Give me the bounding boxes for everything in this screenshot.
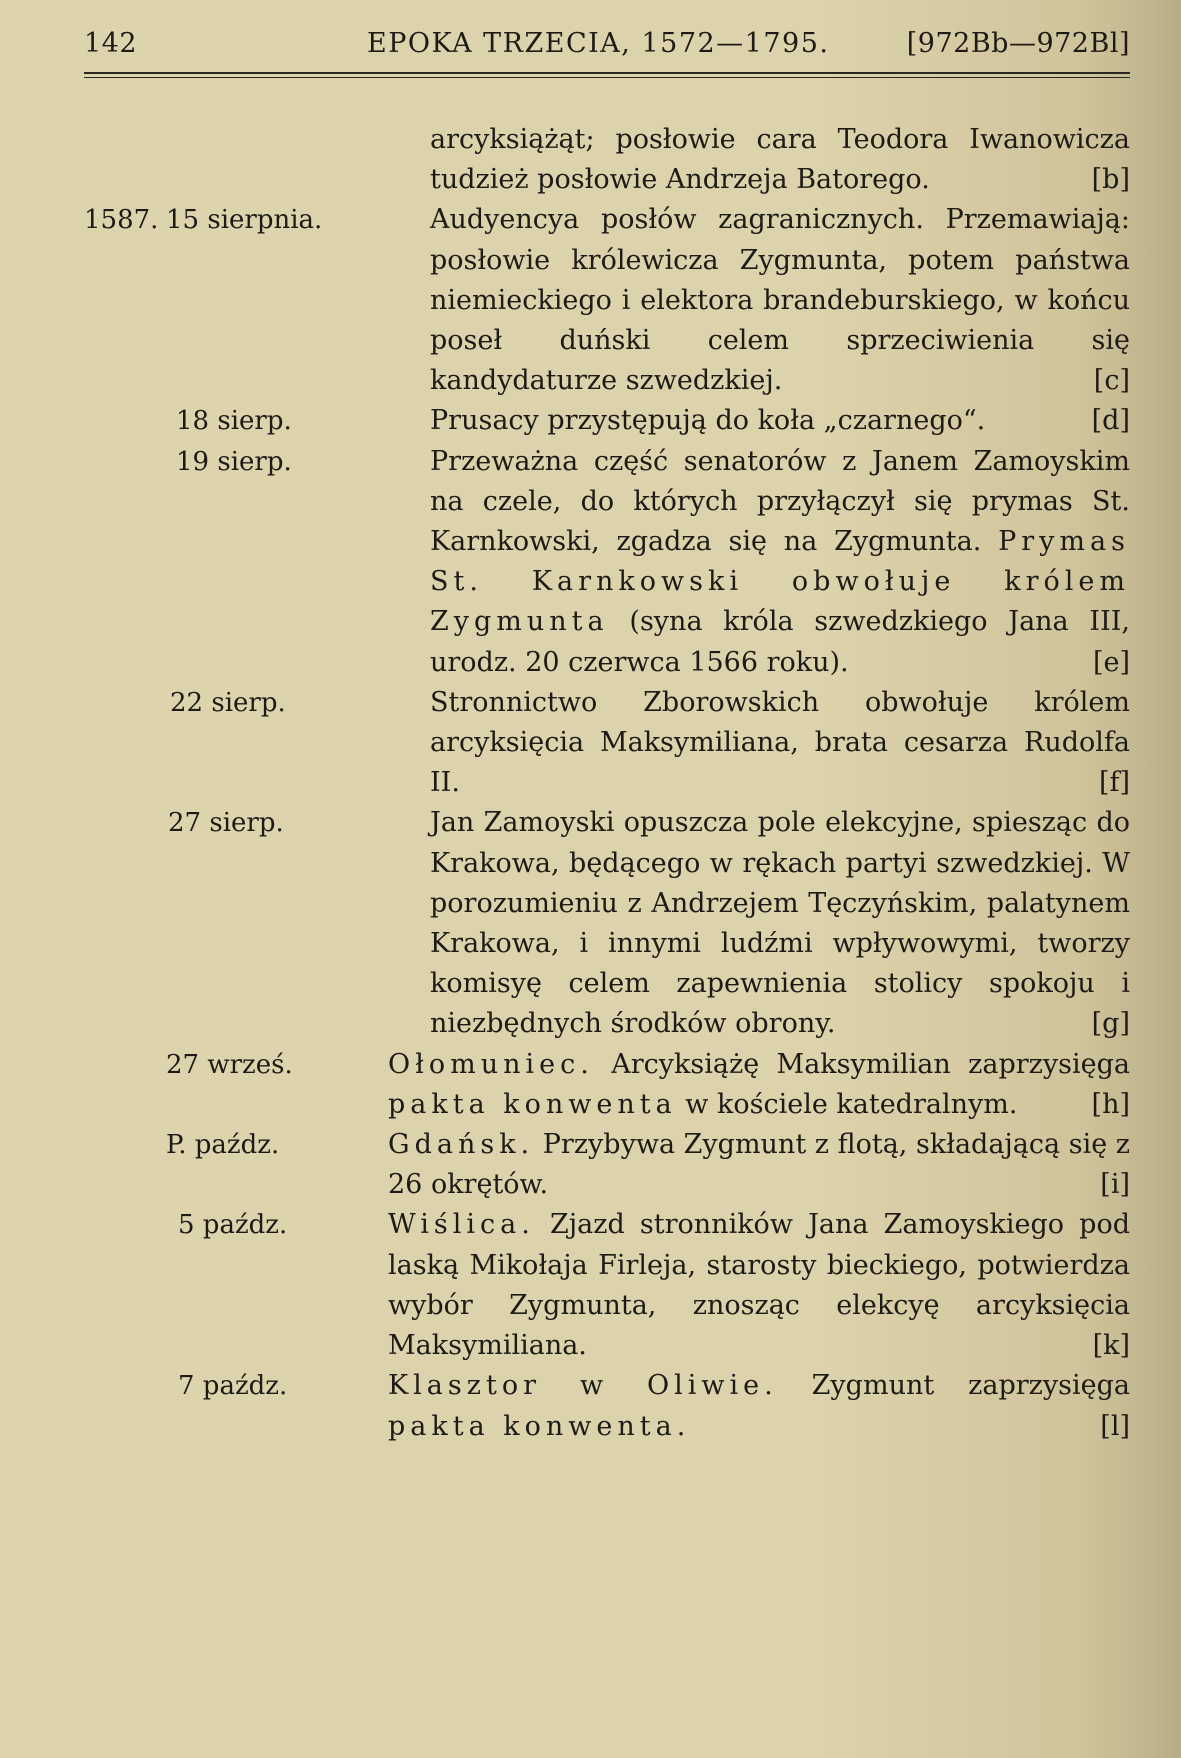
footnote-ref: [h] <box>1091 1088 1130 1120</box>
entry-5-pazdz <box>0 1205 1181 1366</box>
entry-27-sierp <box>0 803 1181 1044</box>
entry-date: 27 sierp. <box>168 808 284 839</box>
entry-text: Jan Zamoyski opuszcza pole elekcyjne, spiesząc do Krakowa, będącego w rękach partyi szwedzkiej. W porozumieniu z Andrzejem Tęczyńskim, palatynem Krakowa, i innymi ludźmi wpływowymi, tworzy komisyę celem zapewnienia stolicy spokoju i niezbędnych środków obrony. [g] <box>430 803 1130 1044</box>
entry-date: 7 paźdz. <box>178 1371 288 1402</box>
entry-text: Ołomuniec. Arcyksiążę Maksymilian zaprzysięga pakta konwenta w kościele katedralnym. [h] <box>388 1045 1130 1125</box>
entry-22-sierp <box>0 683 1181 804</box>
place-name: Wiślica. <box>388 1209 535 1241</box>
page-header <box>84 24 1130 64</box>
entry-text: Audyencya posłów zagranicznych. Przemawiają: posłowie królewicza Zygmunta, potem państwa niemieckiego i elektora brandeburskiego, w końcu poseł duński celem sprzeciwienia się kandydaturze szwedzkiej. [c] <box>430 200 1130 401</box>
spaced-emphasis: pakta konwenta. <box>388 1410 691 1442</box>
place-name: Klasztor w Oliwie. <box>388 1370 778 1402</box>
footnote-ref: [c] <box>1093 365 1130 397</box>
running-title: EPOKA TRZECIA, 1572—1795. <box>367 28 830 59</box>
entry-date: 5 paźdz. <box>178 1210 288 1241</box>
entry-p-pazdz <box>0 1125 1181 1205</box>
footnote-ref: [k] <box>1092 1330 1130 1362</box>
entry-text: Gdańsk. Przybywa Zygmunt z flotą, składającą się z 26 okrętów. [i] <box>388 1125 1130 1205</box>
footnote-ref: [f] <box>1098 767 1130 799</box>
header-rule <box>84 72 1130 78</box>
footnote-ref: [l] <box>1100 1410 1130 1442</box>
entry-date: 27 wrześ. <box>166 1049 293 1080</box>
spaced-emphasis: Prymas St. Karnkowski obwołuje królem Zygmunta <box>430 526 1130 638</box>
entry-date: 15 sierpnia. <box>166 205 323 236</box>
entry-19-sierp <box>0 442 1181 683</box>
entry-text: Klasztor w Oliwie. Zygmunt zaprzysięga pakta konwenta. [l] <box>388 1366 1130 1446</box>
entry-date: P. paźdz. <box>166 1130 280 1161</box>
entry-date: 18 sierp. <box>176 406 292 437</box>
entry-date: 22 sierp. <box>170 687 286 718</box>
footnote-ref: [b] <box>1091 164 1130 196</box>
entry-27-wrzes <box>0 1045 1181 1125</box>
footnote-ref: [e] <box>1092 646 1130 678</box>
spaced-emphasis: pakta konwenta <box>388 1088 677 1120</box>
entry-text: Wiślica. Zjazd stronników Jana Zamoyskiego pod laską Mikołaja Firleja, starosty bieckiego, potwierdza wybór Zygmunta, znosząc elekcyę arcyksięcia Maksymiliana. [k] <box>388 1205 1130 1366</box>
footnote-ref: [g] <box>1091 1008 1130 1040</box>
entry-18-sierp <box>0 401 1181 441</box>
chronology-entries <box>0 120 1181 1447</box>
entry-date: 19 sierp. <box>176 446 292 477</box>
footnote-ref: [i] <box>1100 1169 1130 1201</box>
section-range: [972Bb—972Bl] <box>906 28 1130 59</box>
page-number: 142 <box>84 28 138 59</box>
entry-text: Prusacy przystępują do koła „czarnego“. [d] <box>430 401 1130 441</box>
entry-continuation <box>0 120 1181 200</box>
entry-text: Przeważna część senatorów z Janem Zamoyskim na czele, do których przyłączył się prymas St. Karnkowski, zgadza się na Zygmunta. Prymas St. Karnkowski obwołuje królem Zygmunta (syna króla szwedzkiego Jana III, urodz. 20 czerwca 1566 roku). [e] <box>430 442 1130 683</box>
entry-1587-15-sierpnia <box>0 200 1181 401</box>
entry-year: 1587. <box>84 205 159 236</box>
entry-text: arcyksiążąt; posłowie cara Teodora Iwanowicza tudzież posłowie Andrzeja Batorego. [b] <box>430 120 1130 200</box>
place-name: Gdańsk. <box>388 1129 535 1161</box>
entry-7-pazdz <box>0 1366 1181 1446</box>
footnote-ref: [d] <box>1091 405 1130 437</box>
place-name: Ołomuniec. <box>388 1048 594 1080</box>
entry-text: Stronnictwo Zborowskich obwołuje królem arcyksięcia Maksymiliana, brata cesarza Rudolfa II. [f] <box>430 683 1130 804</box>
